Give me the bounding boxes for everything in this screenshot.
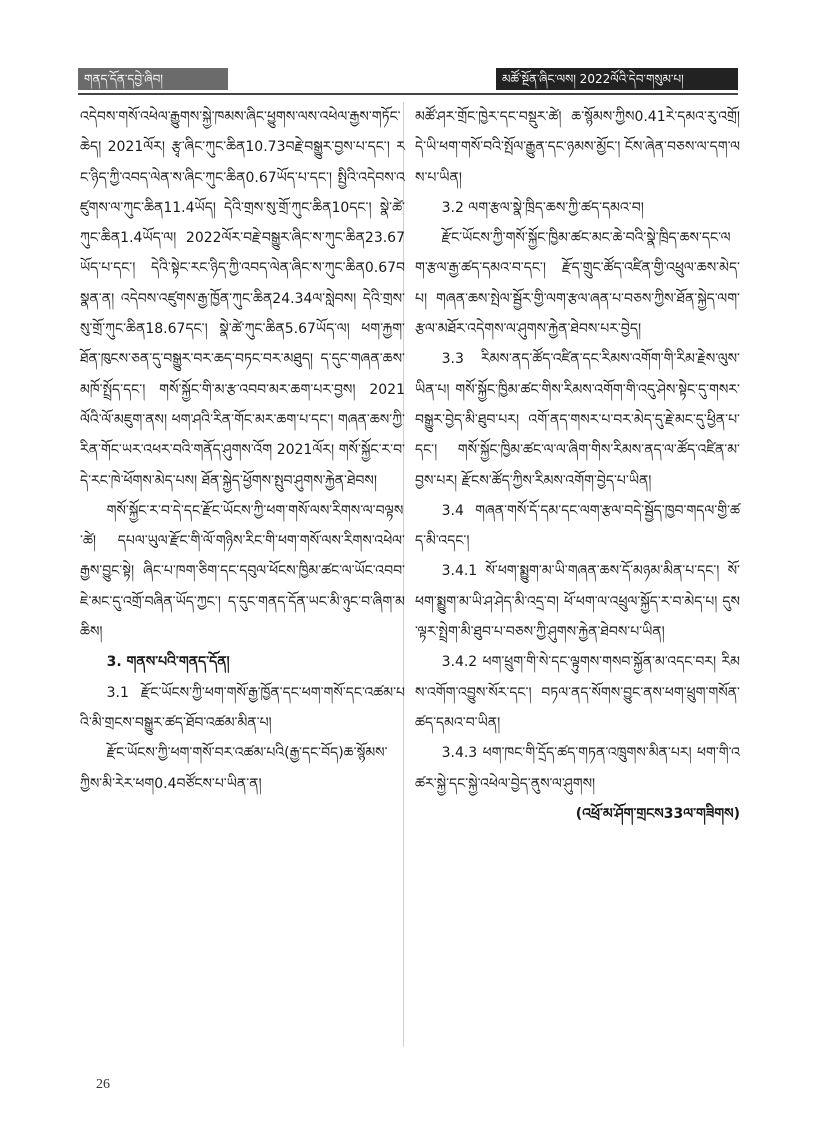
paragraph: གསོ་སྐྱོང་ར་བ་དེ་དང་རྫོང་ཡོངས་ཀྱི་ཕག་གསོ་ལས་རིགས་ལ་བལྟས་ཚེ། དཔལ་ཡུལ་རྫོང་གི་ལོ་གཉིས་རིང་གི་ཕག་གསོ་ལས་རིགས་འཕེལ་རྒྱས་བྱུང་སྟེ། ཞིང་པ་ཁག་ཅིག་དང་དབུལ་ཕོངས་ཁྱིམ་ཚང་ལ་ཡོང་འབབ་ཇེ་མང་དུ་འགྲོ་བཞིན་ཡོད་ཀྱང་། ད་དུང་གནད་དོན་ཡང་མི་ཉུང་བ་ཞིག་མཆིས།	[80, 502, 405, 641]
paragraph: 3.4.3 ཕག་ཁང་གི་དྲོད་ཚད་གཏན་འཁྲུགས་མིན་པར། ཕག་གི་འཚར་སྐྱེ་དང་སྐྱེ་འཕེལ་བྱེད་ནུས་ལ་ཤུགས།	[415, 745, 740, 792]
right-column	[415, 102, 740, 829]
left-column	[80, 102, 405, 799]
paragraph: 3.3 རིམས་ནད་ཚོད་འཛིན་དང་རིམས་འགོག་གི་རིམ་རྗེས་ལུས་ཡིན་པ། གསོ་སྐྱོང་ཁྱིམ་ཚང་གིས་རིམས་འགོག་གི་འདུ་ཤེས་སྟེང་དུ་གསར་བསྒྱུར་བྱེད་མི་ཐུབ་པར། འགོ་ནད་གསར་པ་བར་མེད་དུ་རྗེ་མང་དུ་ཕྱིན་པ་དང་། གསོ་སྐྱོང་ཁྱིམ་ཚང་ལ་ལ་ཞིག་གིས་རིམས་ནད་ལ་ཚོད་འཛིན་མ་བྱས་པར། རྫོངས་ཚོད་ཀྱིས་རིམས་འགོག་བྱེད་པ་ཡིན།	[415, 351, 740, 489]
paragraph: 3.4.2 ཕག་ཕྲུག་གི་སེ་དང་ལྟུགས་གསབ་སྐྱོན་མ་འདང་བར། རིམས་འགོག་འབྱུས་སོར་དང་། བཏལ་ནད་སོགས་བྱུང་ནས་ཕག་ཕྲུག་གསོན་ཚད་དམའ་བ་ཡིན།	[415, 654, 740, 731]
continued-note: (འཕྲོ་མ་ཤོག་གྲངས33ལ་གཟིགས)	[575, 805, 740, 822]
paragraph: འདེབས་གསོ་འཕེལ་རྒྱུགས་སྐྱེ་ཁམས་ཞིང་ཕྱུགས་ལས་འཕེལ་རྒྱས་གཏོང་ཆེད། 2021ལོར། རྩྭ་ཞིང་ཀུང་ཆིན10.73བརྗེ་བསྒྱུར་བྱས་པ་དང་། རང་ཉིད་ཀྱི་འབད་ལེན་ས་ཞིང་ཀུང་ཆིན0.67ཡོད་པ་དང་། སྤྱིའི་འདེབས་འཛུགས་ལ་ཀུང་ཆིན11.4ཡོད། དེའི་གྲས་སུ་གྲོ་ཀུང་ཆིན10དང་། སྣེ་ཚེ་ཀུང་ཆིན1.4ཡོད་ལ། 2022ལོར་བརྗེ་བསྒྱུར་ཞིང་ས་ཀུང་ཆིན23.67ཡོད་པ་དང་། དེའི་སྟེང་རང་ཉིད་ཀྱི་འབད་ལེན་ཞིང་ས་ཀུང་ཆིན0.67བསྣན་ན། འདེབས་འཛུགས་རྒྱ་ཁྱོན་ཀུང་ཆིན24.34ལ་སླེབས། དེའི་གྲས་སུ་གྲོ་ཀུང་ཆིན18.67དང་། སྣེ་ཚེ་ཀུང་ཆིན5.67ཡོད་ལ། ཕག་རྐྱག་ཐོན་ཁུངས་ཅན་དུ་བསྒྱུར་བར་ཆད་བཏང་བར་མཐུད། ད་དུང་གཞན་ཆས་མཁོ་སྤྲོད་དང་། གསོ་སྐྱོང་གི་མ་རྩ་འབབ་མར་ཆག་པར་བྱས། 2021ལོའི་ལོ་མཇུག་ནས། ཕག་ཤའི་རིན་གོང་མར་ཆག་པ་དང་། གཞན་ཆས་ཀྱི་རིན་གོང་ཡར་འཕར་བའི་གནོད་ཤུགས་འོག 2021ལོར། གསོ་སྐྱོང་ར་བ་དེ་རང་ཁེ་ཕོགས་མེད་པས། ཐོན་སྐྱེད་ཕྱོགས་སྤུབ་ཤུགས་རྐྱེན་ཐེབས།	[80, 109, 405, 489]
section-heading: 3. གནས་པའི་གནད་དོན།	[106, 654, 230, 671]
page-number: 26	[96, 1077, 110, 1092]
journal-issue-title: མཚོ་སྔོན་ཞིང་ལས། 2022ལོའི་དེབ་གསུམ་པ།	[496, 68, 738, 90]
running-header	[78, 68, 738, 92]
subsection-heading: 3.1 རྫོང་ཡོངས་ཀྱི་ཕག་གསོ་རྒྱ་ཁྱོན་དང་ཕག་གསོ་དང་འཚམ་པའི་མི་གྲངས་བསྒྱུར་ཚད་ཐོབ་འཚམ་མིན་པ།	[80, 684, 405, 731]
subsection-heading: 3.4 གཞན་གསོ་དོ་དམ་དང་ལག་རྩལ་བདེ་སྦྱོད་ཁྱབ་གདལ་གྱི་ཚད་མི་འདང་།	[415, 502, 740, 550]
subsection-heading: 3.2 ལག་རྩལ་སྣེ་ཁྲིད་ཆས་ཀྱི་ཚད་དམའ་བ།	[441, 199, 644, 216]
paragraph: མཚོ་ཤར་གྲོང་ཁྱེར་དང་བསྡུར་ཚེ། ཆ་སྙོམས་ཀྱིས0.41རེ་དམའ་རུ་འགྲོ། དེ་ཡི་ཕག་གསོ་བའི་སྤོལ་རྒྱུན་དང་ཉམས་མྱོང་། ངོས་ཞེན་བཅས་ལ་དག་ལས་པ་ཡིན།	[415, 109, 740, 186]
paragraph: རྫོང་ཡོངས་ཀྱི་གསོ་སྐྱོང་ཁྱིམ་ཚང་མང་ཆེ་བའི་སྣེ་ཁྲིད་ཆས་དང་ལག་རྩལ་རྒྱ་ཚད་དམའ་བ་དང་། རྫོད་གྲུང་ཚོད་འཛིན་གྱི་འཕྲུལ་ཆས་མེད་པ། གཞན་ཆས་སྤེལ་སྦྱོར་གྱི་ལག་རྩལ་ཞན་པ་བཅས་ཀྱིས་ཐོན་སྐྱེད་ལག་རྩལ་མཐོར་འདེགས་ལ་ཤུགས་རྐྱེན་ཐེབས་པར་བྱེད།	[415, 230, 740, 338]
paragraph: རྫོང་ཡོངས་ཀྱི་ཕག་གསོ་བར་འཚམ་པའི(རྒྱ་དང་བོད)ཆ་སྙོམས་ཀྱིས་མི་རེར་ཕག0.4བཙོངས་པ་ཡིན་ན།	[80, 745, 388, 792]
section-title: གནད་དོན་དབྱེ་ཞིབ།	[78, 68, 228, 90]
paragraph: 3.4.1 སོ་ཕག་སྨྱུག་མ་ཡི་གཞན་ཆས་དོ་མཉམ་མིན་པ་དང་། སོ་ཕག་སྨྱུག་མ་ཡི་ཤ་ཤེད་མི་འདྲ་བ། ཕོ་ཕག་ལ་འཕྲུལ་སྐྱོད་ར་བ་མེད་པ། དུས་ལྟར་སྤྲེག་མི་ཐུབ་པ་བཅས་ཀྱི་ཤུགས་རྐྱེན་ཐེབས་པ་ཡིན།	[415, 563, 740, 641]
header-rule	[78, 93, 738, 95]
